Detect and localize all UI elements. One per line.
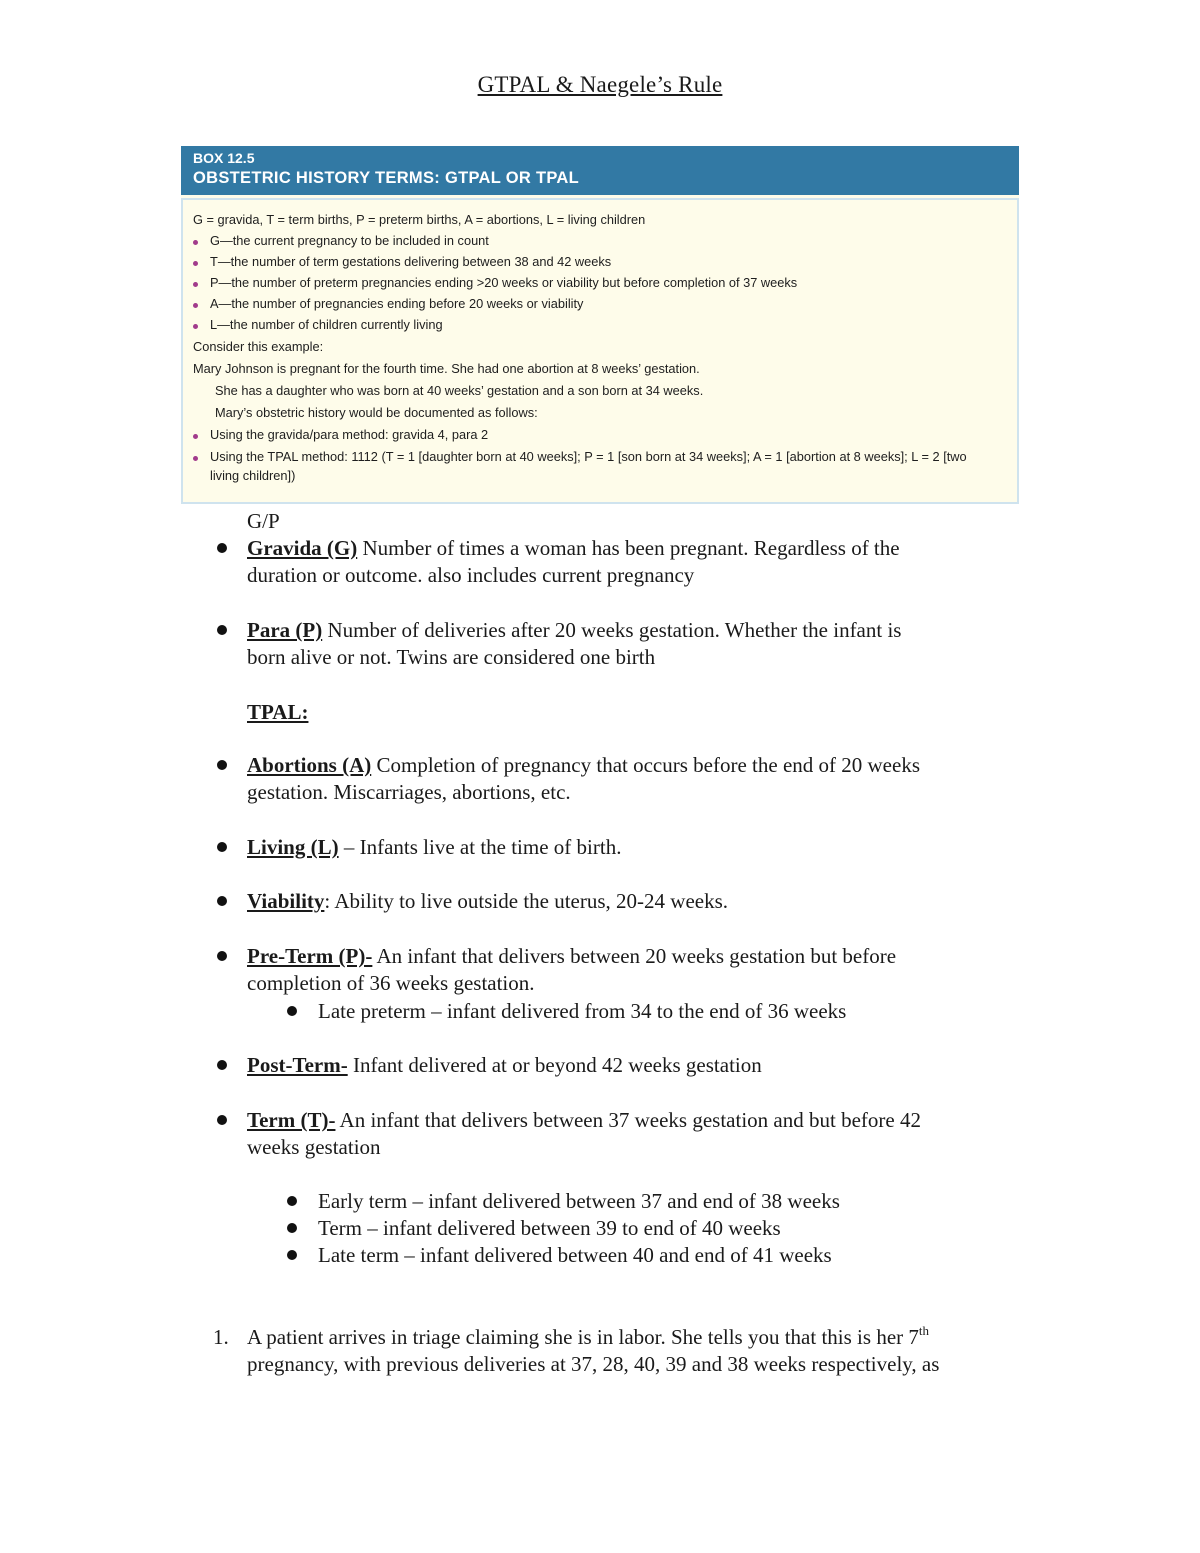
gravida-term: Gravida (G)	[247, 536, 358, 560]
preterm-line2: completion of 36 weeks gestation.	[247, 971, 535, 995]
box-item: T—the number of term gestations delivering between 38 and 42 weeks	[210, 254, 612, 269]
bullet-icon	[287, 1006, 297, 1016]
bullet-icon	[193, 282, 198, 287]
example-line: Mary’s obstetric history would be documented as follows:	[215, 405, 538, 420]
box-label: BOX 12.5	[193, 150, 255, 166]
gp-heading: G/P	[247, 509, 280, 533]
question-line	[247, 1324, 929, 1351]
bullet-icon	[217, 625, 227, 635]
term-term: Term (T)-	[247, 1108, 336, 1132]
postterm-text: Infant delivered at or beyond 42 weeks gestation	[347, 1053, 762, 1077]
box-item: P—the number of preterm pregnancies ending >20 weeks or viability but before completion of 37 weeks	[210, 275, 798, 290]
term-line	[247, 1107, 921, 1134]
bullet-icon	[217, 543, 227, 553]
bullet-icon	[217, 1060, 227, 1070]
abortions-text: Completion of pregnancy that occurs before the end of 20 weeks	[371, 753, 920, 777]
living-text: – Infants live at the time of birth.	[338, 835, 622, 859]
box-legend: G = gravida, T = term births, P = preterm births, A = abortions, L = living children	[193, 212, 646, 227]
living-term: Living (L)	[247, 835, 339, 859]
term-line2: weeks gestation	[247, 1135, 381, 1159]
gravida-line	[247, 535, 900, 562]
example-line: Mary Johnson is pregnant for the fourth time. She had one abortion at 8 weeks’ gestation.	[193, 361, 700, 376]
viability-term: Viability	[247, 889, 325, 913]
box-item: G—the current pregnancy to be included in count	[210, 233, 489, 248]
gravida-text: Number of times a woman has been pregnant. Regardless of the	[357, 536, 900, 560]
box-heading: OBSTETRIC HISTORY TERMS: GTPAL OR TPAL	[193, 169, 580, 187]
example-label: Consider this example:	[193, 339, 324, 354]
bullet-icon	[217, 896, 227, 906]
abortions-term: Abortions (A)	[247, 753, 372, 777]
viability-text: : Ability to live outside the uterus, 20-24 weeks.	[324, 889, 729, 913]
bullet-icon	[217, 842, 227, 852]
tpal-heading: TPAL:	[247, 700, 309, 724]
bullet-icon	[193, 456, 198, 461]
preterm-line	[247, 943, 896, 970]
document-title: GTPAL & Naegele’s Rule	[477, 72, 723, 97]
box-item: A—the number of pregnancies ending before 20 weeks or viability	[210, 296, 584, 311]
question-line2: pregnancy, with previous deliveries at 37, 28, 40, 39 and 38 weeks respectively, as	[247, 1352, 940, 1376]
living-line	[247, 834, 621, 861]
para-line2: born alive or not. Twins are considered one birth	[247, 645, 656, 669]
para-line	[247, 617, 901, 644]
abortions-line	[247, 752, 920, 779]
late-term-line: Late term – infant delivered between 40 and end of 41 weeks	[318, 1243, 832, 1267]
postterm-line	[247, 1052, 762, 1079]
term-sub-line: Term – infant delivered between 39 to end of 40 weeks	[318, 1216, 781, 1240]
postterm-term: Post-Term-	[247, 1053, 348, 1077]
bullet-icon	[193, 303, 198, 308]
abortions-line2: gestation. Miscarriages, abortions, etc.	[247, 780, 571, 804]
term-text: An infant that delivers between 37 weeks gestation and but before 42	[335, 1108, 921, 1132]
viability-line	[247, 888, 728, 915]
method-tpal: Using the TPAL method: 1112 (T = 1 [daughter born at 40 weeks]; P = 1 [son born at 34 weeks]; A = 1 [abortion at 8 weeks]; L = 2 [two	[210, 449, 967, 464]
late-preterm-line: Late preterm – infant delivered from 34 to the end of 36 weeks	[318, 999, 847, 1023]
bullet-icon	[193, 261, 198, 266]
para-term: Para (P)	[247, 618, 323, 642]
box-body	[181, 198, 1019, 504]
bullet-icon	[287, 1196, 297, 1206]
box-item: L—the number of children currently living	[210, 317, 443, 332]
example-line: She has a daughter who was born at 40 weeks’ gestation and a son born at 34 weeks.	[215, 383, 704, 398]
bullet-icon	[193, 240, 198, 245]
bullet-icon	[217, 951, 227, 961]
bullet-icon	[287, 1223, 297, 1233]
method-tpal-cont: living children])	[210, 468, 296, 483]
obstetric-history-box	[181, 146, 1019, 504]
method-gravida-para: Using the gravida/para method: gravida 4, para 2	[210, 427, 489, 442]
bullet-icon	[193, 324, 198, 329]
early-term-line: Early term – infant delivered between 37 and end of 38 weeks	[318, 1189, 840, 1213]
bullet-icon	[193, 434, 198, 439]
para-text: Number of deliveries after 20 weeks gestation. Whether the infant is	[322, 618, 902, 642]
ordinal-suffix: th	[918, 1323, 930, 1338]
question-text: A patient arrives in triage claiming she is in labor. She tells you that this is her 7	[247, 1325, 919, 1349]
box-header	[181, 146, 1019, 195]
preterm-term: Pre-Term (P)-	[247, 944, 373, 968]
bullet-icon	[217, 760, 227, 770]
question-number: 1.	[213, 1325, 229, 1349]
bullet-icon	[287, 1250, 297, 1260]
preterm-text: An infant that delivers between 20 weeks gestation but before	[372, 944, 897, 968]
gravida-line2: duration or outcome. also includes current pregnancy	[247, 563, 695, 587]
bullet-icon	[217, 1115, 227, 1125]
